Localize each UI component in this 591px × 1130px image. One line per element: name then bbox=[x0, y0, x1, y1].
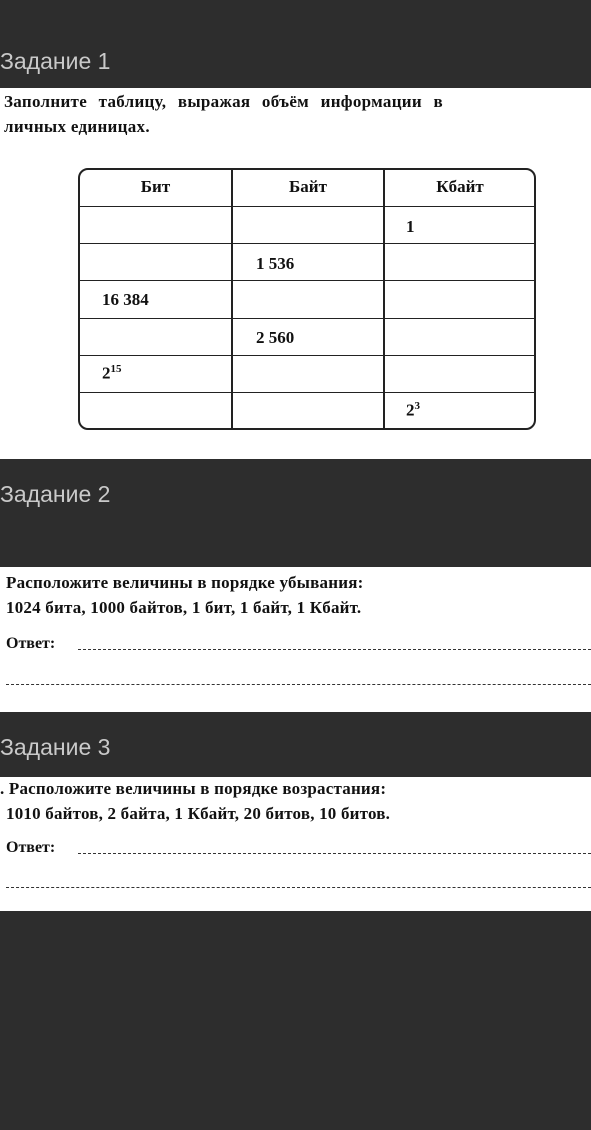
task-3-header bbox=[0, 734, 591, 764]
answer-line[interactable] bbox=[6, 887, 591, 888]
task-2-instruction-line-2: 1024 бита, 1000 байтов, 1 бит, 1 байт, 1 Кбайт. bbox=[6, 598, 362, 617]
answer-line[interactable] bbox=[78, 853, 591, 854]
power-exponent: 3 bbox=[414, 400, 420, 412]
task-3-title: Задание 3 bbox=[0, 734, 111, 760]
table-cell: 2 560 bbox=[256, 328, 295, 347]
table-cell bbox=[406, 400, 420, 421]
column-header-bit: Бит bbox=[140, 177, 171, 196]
table-cell: 1 536 bbox=[256, 254, 295, 273]
task-3-panel bbox=[0, 777, 591, 911]
task-3-instruction-line-2: 1010 байтов, 2 байта, 1 Кбайт, 20 битов, 10 битов. bbox=[6, 804, 391, 823]
answer-line[interactable] bbox=[6, 684, 591, 685]
power-base: 2 bbox=[102, 363, 111, 383]
column-header-kbyte: Кбайт bbox=[436, 177, 484, 196]
answer-label: Ответ: bbox=[6, 635, 56, 652]
task-2-instruction-line-1: Расположите величины в порядке убывания: bbox=[6, 573, 364, 592]
table-cell: 1 bbox=[406, 217, 415, 236]
task-2-panel bbox=[0, 567, 591, 712]
task-2-title: Задание 2 bbox=[0, 481, 111, 507]
task-2-header bbox=[0, 481, 591, 511]
column-header-byte: Байт bbox=[289, 177, 327, 196]
task-1-panel bbox=[0, 88, 591, 459]
task-1-title: Задание 1 bbox=[0, 48, 111, 74]
task-1-header bbox=[0, 48, 591, 78]
power-exponent: 15 bbox=[110, 363, 122, 375]
units-table bbox=[78, 168, 536, 430]
task-1-instruction-line-2: личных единицах. bbox=[4, 117, 150, 136]
power-base: 2 bbox=[406, 400, 415, 420]
task-1-instruction-line-1: Заполните таблицу, выражая объём информации в bbox=[4, 92, 444, 111]
table-cell: 16 384 bbox=[102, 290, 149, 309]
answer-line[interactable] bbox=[78, 649, 591, 650]
table-cell bbox=[102, 363, 122, 384]
task-3-instruction-line-1: . Расположите величины в порядке возрастания: bbox=[0, 779, 387, 798]
answer-label: Ответ: bbox=[6, 839, 56, 856]
